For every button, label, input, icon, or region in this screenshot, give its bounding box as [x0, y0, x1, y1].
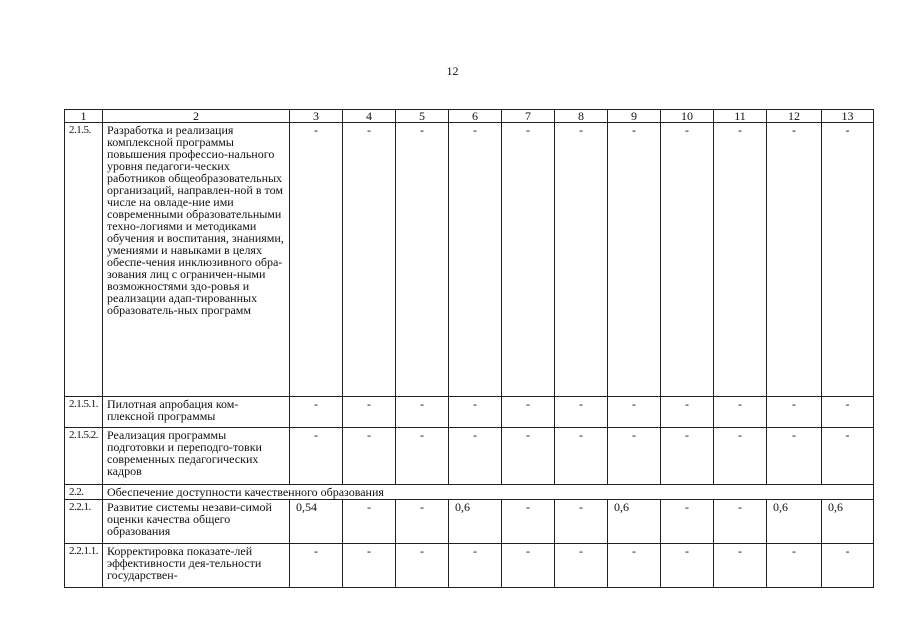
cell-value: - — [396, 544, 449, 588]
data-table — [64, 109, 874, 588]
column-header: 2 — [103, 110, 290, 123]
column-header: 9 — [608, 110, 661, 123]
cell-value: - — [290, 123, 343, 397]
cell-value: - — [608, 123, 661, 397]
cell-value: - — [608, 544, 661, 588]
cell-value: - — [767, 123, 822, 397]
cell-value: - — [661, 123, 714, 397]
cell-value: - — [555, 500, 608, 544]
row-number: 2.1.5.1. — [65, 397, 103, 428]
cell-value: - — [714, 428, 767, 485]
cell-value: - — [608, 428, 661, 485]
cell-value: - — [714, 500, 767, 544]
cell-value: 0,6 — [608, 500, 661, 544]
row-name: Развитие системы незави-симой оценки качества общего образования — [103, 500, 290, 544]
cell-value: - — [822, 544, 874, 588]
cell-value: - — [555, 544, 608, 588]
cell-value: - — [767, 428, 822, 485]
cell-value: - — [502, 500, 555, 544]
column-header: 1 — [65, 110, 103, 123]
cell-value: - — [396, 123, 449, 397]
cell-value: - — [449, 544, 502, 588]
table-row — [65, 397, 874, 428]
section-title: Обеспечение доступности качественного образования — [103, 485, 874, 500]
row-number: 2.2.1.1. — [65, 544, 103, 588]
column-number-row — [65, 110, 874, 123]
cell-value: 0,54 — [290, 500, 343, 544]
row-number: 2.2.1. — [65, 500, 103, 544]
cell-value: - — [290, 397, 343, 428]
cell-value: - — [822, 428, 874, 485]
row-number: 2.1.5. — [65, 123, 103, 397]
cell-value: - — [343, 123, 396, 397]
cell-value: - — [396, 428, 449, 485]
cell-value: - — [343, 500, 396, 544]
cell-value: - — [502, 544, 555, 588]
cell-value: - — [767, 544, 822, 588]
cell-value: - — [555, 397, 608, 428]
cell-value: 0,6 — [767, 500, 822, 544]
cell-value: - — [608, 397, 661, 428]
cell-value: - — [396, 500, 449, 544]
page-number: 12 — [446, 64, 459, 78]
column-header: 13 — [822, 110, 874, 123]
cell-value: - — [555, 428, 608, 485]
column-header: 5 — [396, 110, 449, 123]
section-number: 2.2. — [65, 485, 103, 500]
cell-value: - — [822, 123, 874, 397]
column-header: 11 — [714, 110, 767, 123]
table-row — [65, 428, 874, 485]
cell-value: - — [449, 397, 502, 428]
table-row — [65, 123, 874, 397]
column-header: 8 — [555, 110, 608, 123]
cell-value: - — [714, 544, 767, 588]
cell-value: - — [822, 397, 874, 428]
section-row — [65, 485, 874, 500]
cell-value: - — [290, 544, 343, 588]
row-name: Корректировка показате-лей эффективности дея-тельности государствен- — [103, 544, 290, 588]
cell-value: - — [449, 123, 502, 397]
row-name: Реализация программы подготовки и переподго-товки современных педагогических кадров — [103, 428, 290, 485]
cell-value: - — [661, 397, 714, 428]
row-number: 2.1.5.2. — [65, 428, 103, 485]
cell-value: - — [502, 428, 555, 485]
cell-value: - — [661, 544, 714, 588]
cell-value: - — [343, 544, 396, 588]
cell-value: - — [661, 500, 714, 544]
cell-value: - — [714, 397, 767, 428]
cell-value: - — [343, 397, 396, 428]
row-name: Пилотная апробация ком-плексной программы — [103, 397, 290, 428]
cell-value: - — [714, 123, 767, 397]
column-header: 6 — [449, 110, 502, 123]
cell-value: - — [767, 397, 822, 428]
column-header: 7 — [502, 110, 555, 123]
cell-value: - — [661, 428, 714, 485]
cell-value: - — [449, 428, 502, 485]
cell-value: - — [290, 428, 343, 485]
cell-value: - — [502, 123, 555, 397]
cell-value: - — [555, 123, 608, 397]
table-row — [65, 544, 874, 588]
cell-value: 0,6 — [449, 500, 502, 544]
cell-value: - — [396, 397, 449, 428]
column-header: 4 — [343, 110, 396, 123]
column-header: 3 — [290, 110, 343, 123]
cell-value: - — [502, 397, 555, 428]
cell-value: - — [343, 428, 396, 485]
cell-value: 0,6 — [822, 500, 874, 544]
row-name: Разработка и реализация комплексной программы повышения профессио-нального уровня педагоги-ческих работников общеобразовательных организаций, направлен-ной в том числе на овладе-ние ими современными образовательными техно-логиями и методиками обучения и воспитания, знаниями, умениями и навыками в целях обеспе-чения инклюзивного обра-зования лиц с ограничен-ными возможностями здо-ровья и реализации адап-тированных образователь-ных программ — [103, 123, 290, 397]
column-header: 12 — [767, 110, 822, 123]
column-header: 10 — [661, 110, 714, 123]
table-row — [65, 500, 874, 544]
